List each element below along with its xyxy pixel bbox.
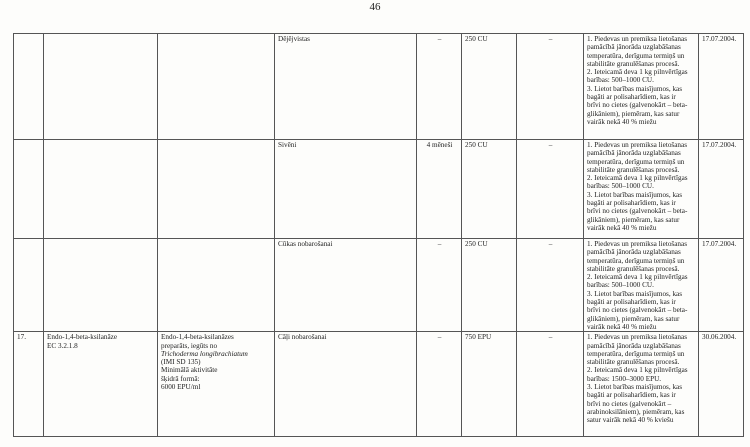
provision-line: bagāti ar polisaharīdiem, kas ir	[587, 391, 676, 400]
min-content-cell: 250 CU	[462, 34, 517, 140]
number-cell: 17.	[14, 332, 44, 437]
provision-line: 2. Ieteicamā deva 1 kg pilnvērtīgas	[587, 68, 688, 77]
authorisation-date-cell: 30.06.2004.	[699, 332, 744, 437]
description-line: (IMI SD 135)	[161, 358, 201, 367]
max-age-cell: 4 mēneši	[417, 140, 462, 239]
number-cell	[14, 239, 44, 332]
page-number: 46	[369, 1, 381, 13]
provision-line: 1. Piedevas un premiksa lietošanas	[587, 240, 688, 248]
provision-line: vairāk nekā 40 % miežu	[587, 117, 657, 126]
provisions-cell	[584, 34, 699, 140]
additive-description-cell	[158, 140, 275, 239]
table-row	[14, 239, 744, 332]
min-content-cell: 250 CU	[462, 140, 517, 239]
min-content-cell: 250 CU	[462, 239, 517, 332]
additive-name-cell	[44, 332, 158, 437]
provision-line: vairāk nekā 40 % miežu	[587, 223, 657, 232]
max-content-cell: –	[517, 332, 584, 437]
provision-line: vairāk nekā 40 % miežu	[587, 322, 657, 331]
additive-name-cell	[44, 239, 158, 332]
provision-line: brīvi no cietes (galvenokārt – beta-	[587, 306, 688, 315]
max-content-cell: –	[517, 34, 584, 140]
animal-species-cell: Cāļi nobarošanai	[275, 332, 417, 437]
max-age-cell: –	[417, 239, 462, 332]
provision-line: arabinoksilāniem), piemēram, kas	[587, 407, 685, 416]
provision-line: barības: 500–1000 CU.	[587, 76, 654, 85]
max-content-cell: –	[517, 140, 584, 239]
description-line: šķidrā formā:	[161, 374, 200, 383]
provision-line: glikāniem), piemēram, kas satur	[587, 314, 680, 323]
provision-line: 1. Piedevas un premiksa lietošanas	[587, 141, 688, 149]
additive-name-cell	[44, 34, 158, 140]
provision-line: stabilitāte granulēšanas procesā.	[587, 358, 680, 367]
provision-line: 2. Ieteicamā deva 1 kg pilnvērtīgas	[587, 174, 688, 183]
provision-line: temperatūra, derīguma termiņš un	[587, 157, 685, 166]
provision-line: bagāti ar polisaharīdiem, kas ir	[587, 93, 676, 102]
provision-line: stabilitāte granulēšanas procesā.	[587, 264, 680, 273]
provision-line: 2. Ieteicamā deva 1 kg pilnvērtīgas	[587, 273, 688, 282]
provision-line: 3. Lietot barības maisījumos, kas	[587, 84, 683, 93]
table-row	[14, 140, 744, 239]
provision-line: pamācībā jānorāda uzglabāšanas	[587, 149, 681, 158]
provision-line: glikāniem), piemēram, kas satur	[587, 109, 680, 118]
max-content-cell: –	[517, 239, 584, 332]
provision-line: 3. Lietot barības maisījumos, kas	[587, 190, 683, 199]
provision-line: bagāti ar polisaharīdiem, kas ir	[587, 199, 676, 208]
table-row	[14, 332, 744, 437]
provision-line: barības: 500–1000 CU.	[587, 281, 654, 290]
provision-line: satur vairāk nekā 40 % kviešu	[587, 416, 674, 425]
additive-description-cell	[158, 332, 275, 437]
additive-name-cell	[44, 140, 158, 239]
provision-line: barības: 1500–3000 EPU.	[587, 374, 662, 383]
provision-line: brīvi no cietes (galvenokārt –	[587, 399, 672, 408]
max-age-cell: –	[417, 332, 462, 437]
description-line: preparāts, iegūts no	[161, 341, 218, 350]
max-age-cell: –	[417, 34, 462, 140]
provision-line: stabilitāte granulēšanas procesā.	[587, 165, 680, 174]
provision-line: 3. Lietot barības maisījumos, kas	[587, 289, 683, 298]
description-line: 6000 EPU/ml	[161, 383, 201, 392]
provision-line: 1. Piedevas un premiksa lietošanas	[587, 35, 688, 43]
description-line: Minimālā aktivitāte	[161, 366, 218, 375]
provision-line: bagāti ar polisaharīdiem, kas ir	[587, 298, 676, 307]
provisions-cell	[584, 332, 699, 437]
provision-line: pamācībā jānorāda uzglabāšanas	[587, 341, 681, 350]
number-cell	[14, 34, 44, 140]
animal-species-cell: Cūkas nobarošanai	[275, 239, 417, 332]
additive-ec-number: EC 3.2.1.8	[47, 341, 78, 350]
provision-line: temperatūra, derīguma termiņš un	[587, 256, 685, 265]
additive-name-line: Endo-1,4-beta-ksilanāze	[47, 333, 118, 342]
table-row	[14, 34, 744, 140]
provision-line: 3. Lietot barības maisījumos, kas	[587, 383, 683, 392]
organism-name: Trichoderma longibrachiatum	[161, 349, 248, 358]
provision-line: brīvi no cietes (galvenokārt – beta-	[587, 207, 688, 216]
provision-line: pamācībā jānorāda uzglabāšanas	[587, 248, 681, 257]
provision-line: glikāniem), piemēram, kas satur	[587, 215, 680, 224]
number-cell	[14, 140, 44, 239]
authorisation-date-cell: 17.07.2004.	[699, 34, 744, 140]
provision-line: 2. Ieteicamā deva 1 kg pilnvērtīgas	[587, 366, 688, 375]
authorisation-date-cell: 17.07.2004.	[699, 140, 744, 239]
provisions-cell	[584, 140, 699, 239]
provision-line: temperatūra, derīguma termiņš un	[587, 349, 685, 358]
min-content-cell: 750 EPU	[462, 332, 517, 437]
provision-line: pamācībā jānorāda uzglabāšanas	[587, 43, 681, 52]
description-line: Endo-1,4-beta-ksilanāzes	[161, 333, 234, 342]
additive-description-cell	[158, 239, 275, 332]
provision-line: 1. Piedevas un premiksa lietošanas	[587, 333, 688, 342]
additives-table	[13, 33, 744, 437]
provision-line: stabilitāte granulēšanas procesā.	[587, 59, 680, 68]
provisions-cell	[584, 239, 699, 332]
animal-species-cell: Dējējvistas	[275, 34, 417, 140]
provision-line: temperatūra, derīguma termiņš un	[587, 51, 685, 60]
authorisation-date-cell: 17.07.2004.	[699, 239, 744, 332]
animal-species-cell: Sivēni	[275, 140, 417, 239]
provision-line: barības: 500–1000 CU.	[587, 182, 654, 191]
additive-description-cell	[158, 34, 275, 140]
provision-line: brīvi no cietes (galvenokārt – beta-	[587, 101, 688, 110]
